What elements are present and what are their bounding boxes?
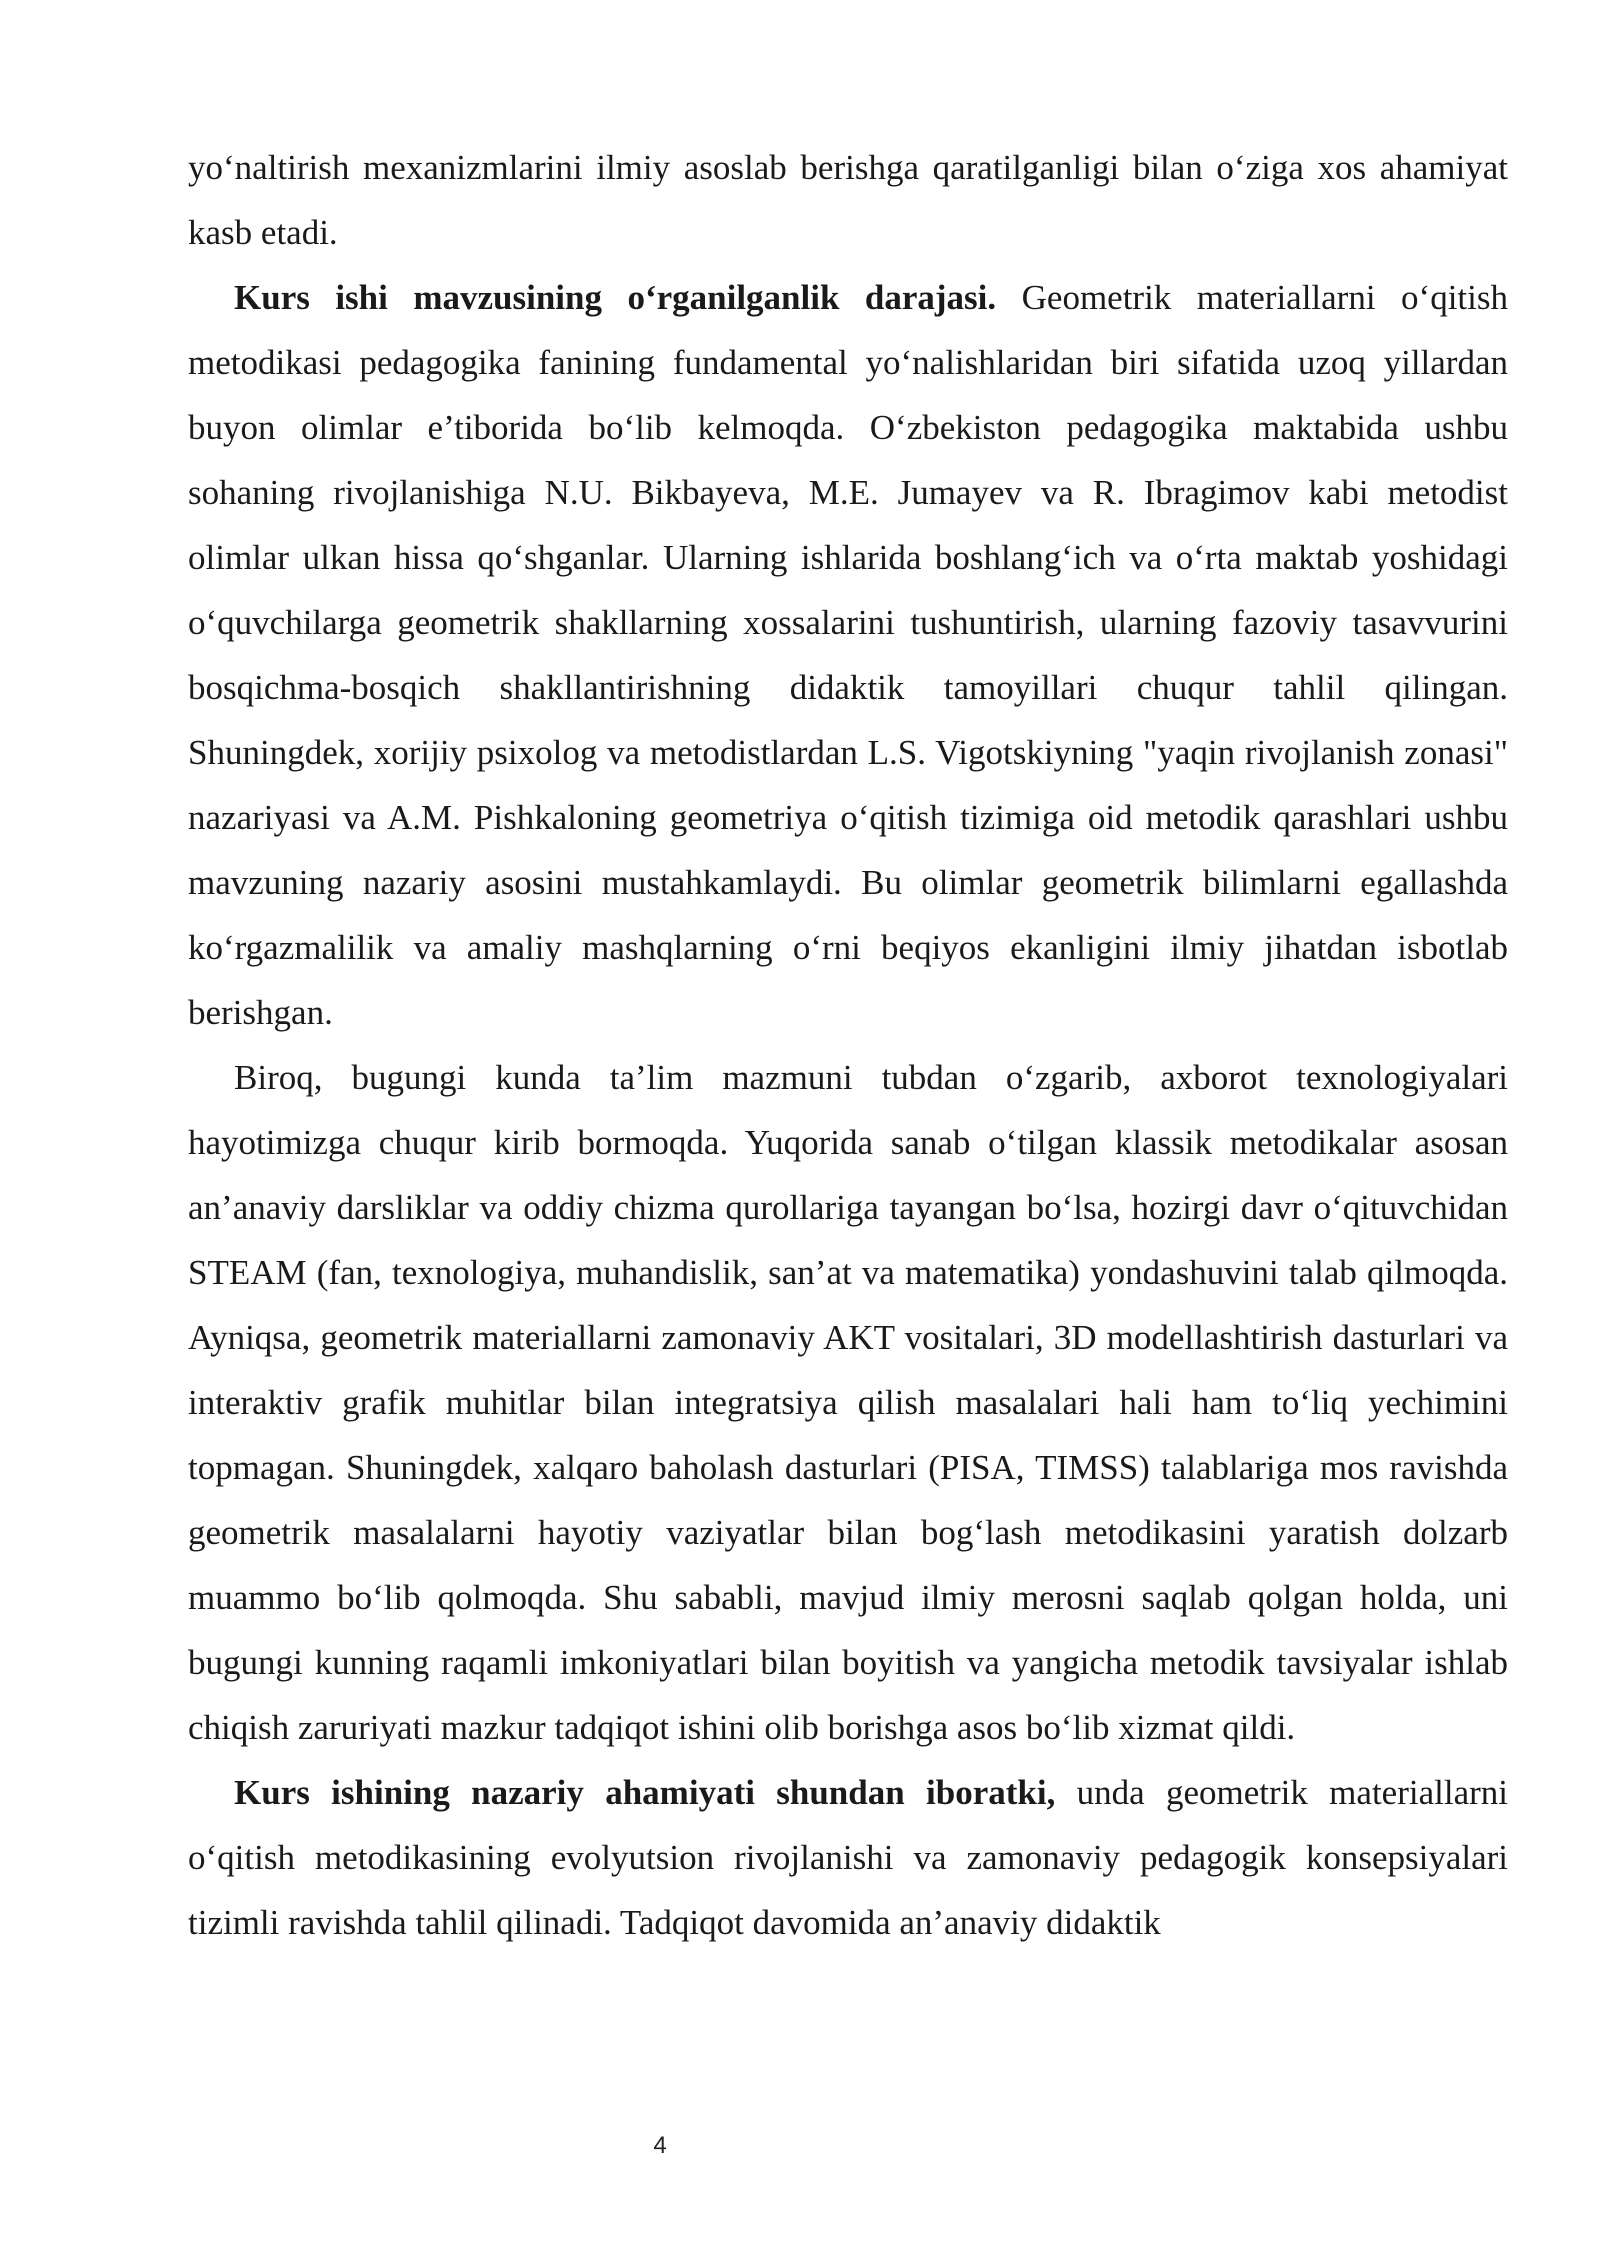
paragraph-text: Geometrik materiallarni o‘qitish metodikasi pedagogika fanining fundamental yo‘nalishlaridan biri sifatida uzoq yillardan buyon olimlar e’tiborida bo‘lib kelmoqda. O‘zbekiston pedagogika maktabida ushbu sohaning rivojlanishiga N.U. Bikbayeva, M.E. Jumayev va R. Ibragimov kabi metodist olimlar ulkan hissa qo‘shganlar. Ularning ishlarida boshlang‘ich va o‘rta maktab yoshidagi o‘quvchilarga geometrik shakllarning xossalarini tushuntirish, ularning fazoviy tasavvurini bosqichma-bosqich shakllantirishning didaktik tamoyillari chuqur tahlil qilingan. Shuningdek, xorijiy psixolog va metodistlardan L.S. Vigotskiyning "yaqin rivojlanish zonasi" nazariyasi va A.M. Pishkaloning geometriya o‘qitish tizimiga oid metodik qarashlari ushbu mavzuning nazariy asosini mustahkamlaydi. Bu olimlar geometrik bilimlarni egallashda ko‘rgazmalilik va amaliy mashqlarning o‘rni beqiyos ekanligini ilmiy jihatdan isbotlab berishgan.: [188, 278, 1508, 1032]
paragraph-study-level: [188, 265, 1508, 1045]
paragraph-text: Biroq, bugungi kunda ta’lim mazmuni tubdan o‘zgarib, axborot texnologiyalari hayotimizga chuqur kirib bormoqda. Yuqorida sanab o‘tilgan klassik metodikalar asosan an’anaviy darsliklar va oddiy chizma qurollariga tayangan bo‘lsa, hozirgi davr o‘qituvchidan STEAM (fan, texnologiya, muhandislik, san’at va matematika) yondashuvini talab qilmoqda. Ayniqsa, geometrik materiallarni zamonaviy AKT vositalari, 3D modellashtirish dasturlari va interaktiv grafik muhitlar bilan integratsiya qilish masalalari hali ham to‘liq yechimini topmagan. Shuningdek, xalqaro baholash dasturlari (PISA, TIMSS) talablariga mos ravishda geometrik masalalarni hayotiy vaziyatlar bilan bog‘lash metodikasini yaratish dolzarb muammo bo‘lib qolmoqda. Shu sababli, mavjud ilmiy merosni saqlab qolgan holda, uni bugungi kunning raqamli imkoniyatlari bilan boyitish va yangicha metodik tavsiyalar ishlab chiqish zaruriyati mazkur tadqiqot ishini olib borishga asos bo‘lib xizmat qildi.: [188, 1058, 1508, 1747]
paragraph-text: unda geometrik materiallarni o‘qitish metodikasining evolyutsion rivojlanishi va zamonaviy pedagogik konsepsiyalari tizimli ravishda tahlil qilinadi. Tadqiqot davomida an’anaviy didaktik: [188, 1773, 1508, 1942]
paragraph-continuation: [188, 135, 1508, 265]
paragraph-theoretical-significance: [188, 1760, 1508, 1955]
paragraph-text: yo‘naltirish mexanizmlarini ilmiy asoslab berishga qaratilganligi bilan o‘ziga xos ahamiyat kasb etadi.: [188, 148, 1508, 252]
paragraph-modern-context: [188, 1045, 1508, 1760]
section-heading-study-level: Kurs ishi mavzusining o‘rganilganlik darajasi.: [234, 278, 997, 317]
section-heading-theoretical-significance: Kurs ishining nazariy ahamiyati shundan iboratki,: [234, 1773, 1056, 1812]
page-number: 4: [653, 2132, 667, 2159]
body-text: [188, 135, 1508, 1955]
